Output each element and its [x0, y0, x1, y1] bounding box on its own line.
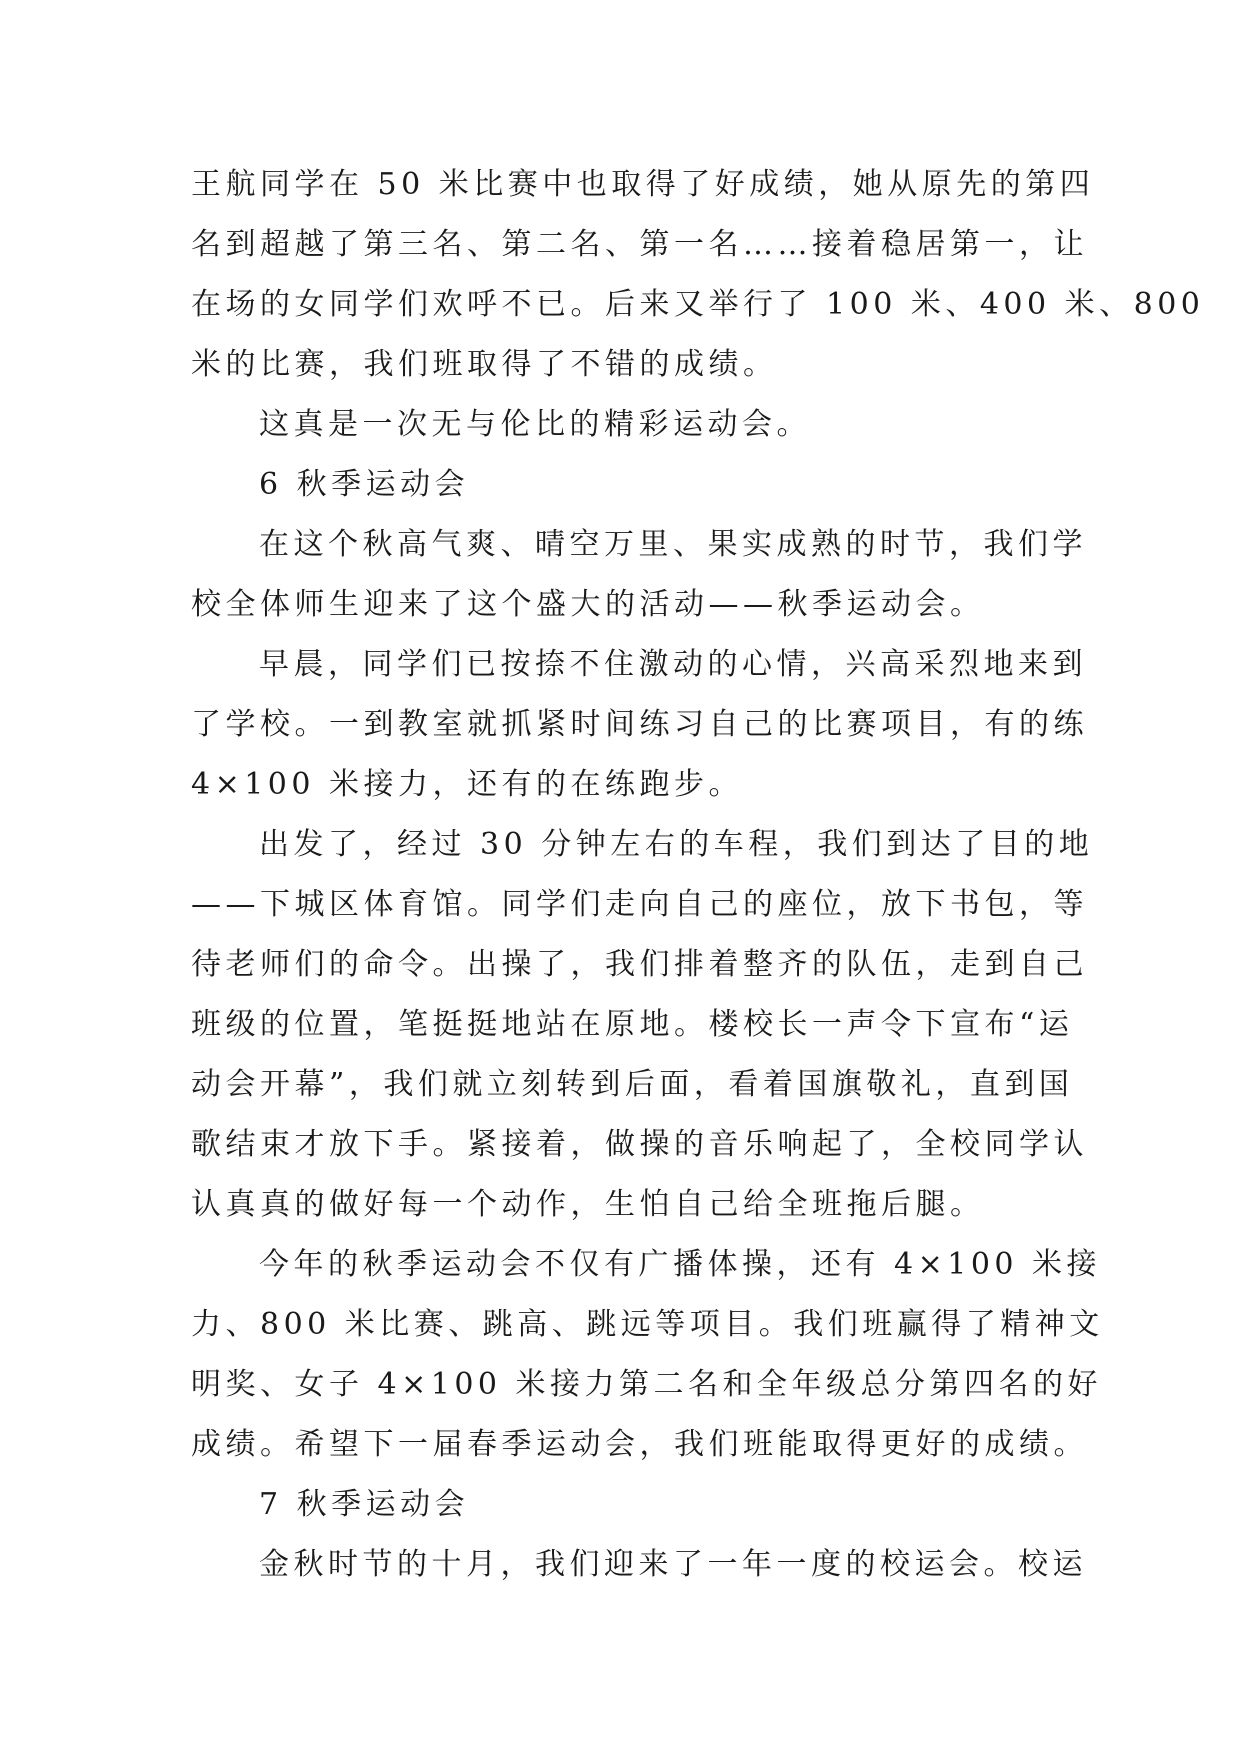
text-line: 4×100 米接力，还有的在练跑步。 [191, 767, 744, 802]
text-line: 名到超越了第三名、第二名、第一名……接着稳居第一，让 [191, 227, 1088, 262]
text-line: 出发了，经过 30 分钟左右的车程，我们到达了目的地 [259, 827, 1094, 862]
document-body [191, 155, 1205, 1595]
text-line: 成绩。希望下一届春季运动会，我们班能取得更好的成绩。 [191, 1427, 1088, 1462]
text-line: 今年的秋季运动会不仅有广播体操，还有 4×100 米接 [259, 1247, 1102, 1282]
text-line: 金秋时节的十月，我们迎来了一年一度的校运会。校运 [259, 1547, 1087, 1582]
text-line: 这真是一次无与伦比的精彩运动会。 [259, 407, 811, 442]
text-line: 王航同学在 50 米比赛中也取得了好成绩，她从原先的第四 [191, 167, 1095, 202]
text-line: 在这个秋高气爽、晴空万里、果实成熟的时节，我们学 [259, 527, 1087, 562]
text-line: 力、800 米比赛、跳高、跳远等项目。我们班赢得了精神文 [191, 1307, 1104, 1342]
text-line: 歌结束才放下手。紧接着，做操的音乐响起了，全校同学认 [191, 1127, 1088, 1162]
text-line: 认真真的做好每一个动作，生怕自己给全班拖后腿。 [191, 1187, 985, 1222]
text-line: 动会开幕”，我们就立刻转到后面，看着国旗敬礼，直到国 [191, 1067, 1074, 1102]
text-line: ——下城区体育馆。同学们走向自己的座位，放下书包，等 [191, 887, 1088, 922]
text-line: 米的比赛，我们班取得了不错的成绩。 [191, 347, 778, 382]
text-line: 6 秋季运动会 [259, 467, 470, 502]
text-line: 早晨，同学们已按捺不住激动的心情，兴高采烈地来到 [259, 647, 1087, 682]
text-line: 了学校。一到教室就抓紧时间练习自己的比赛项目，有的练 [191, 707, 1088, 742]
text-line: 班级的位置，笔挺挺地站在原地。楼校长一声令下宣布“运 [191, 1007, 1074, 1042]
text-line: 7 秋季运动会 [259, 1487, 470, 1522]
text-line: 在场的女同学们欢呼不已。后来又举行了 100 米、400 米、800 [191, 287, 1205, 322]
text-line: 待老师们的命令。出操了，我们排着整齐的队伍，走到自己 [191, 947, 1088, 982]
text-line: 明奖、女子 4×100 米接力第二名和全年级总分第四名的好 [191, 1367, 1103, 1402]
text-line: 校全体师生迎来了这个盛大的活动——秋季运动会。 [191, 587, 985, 622]
